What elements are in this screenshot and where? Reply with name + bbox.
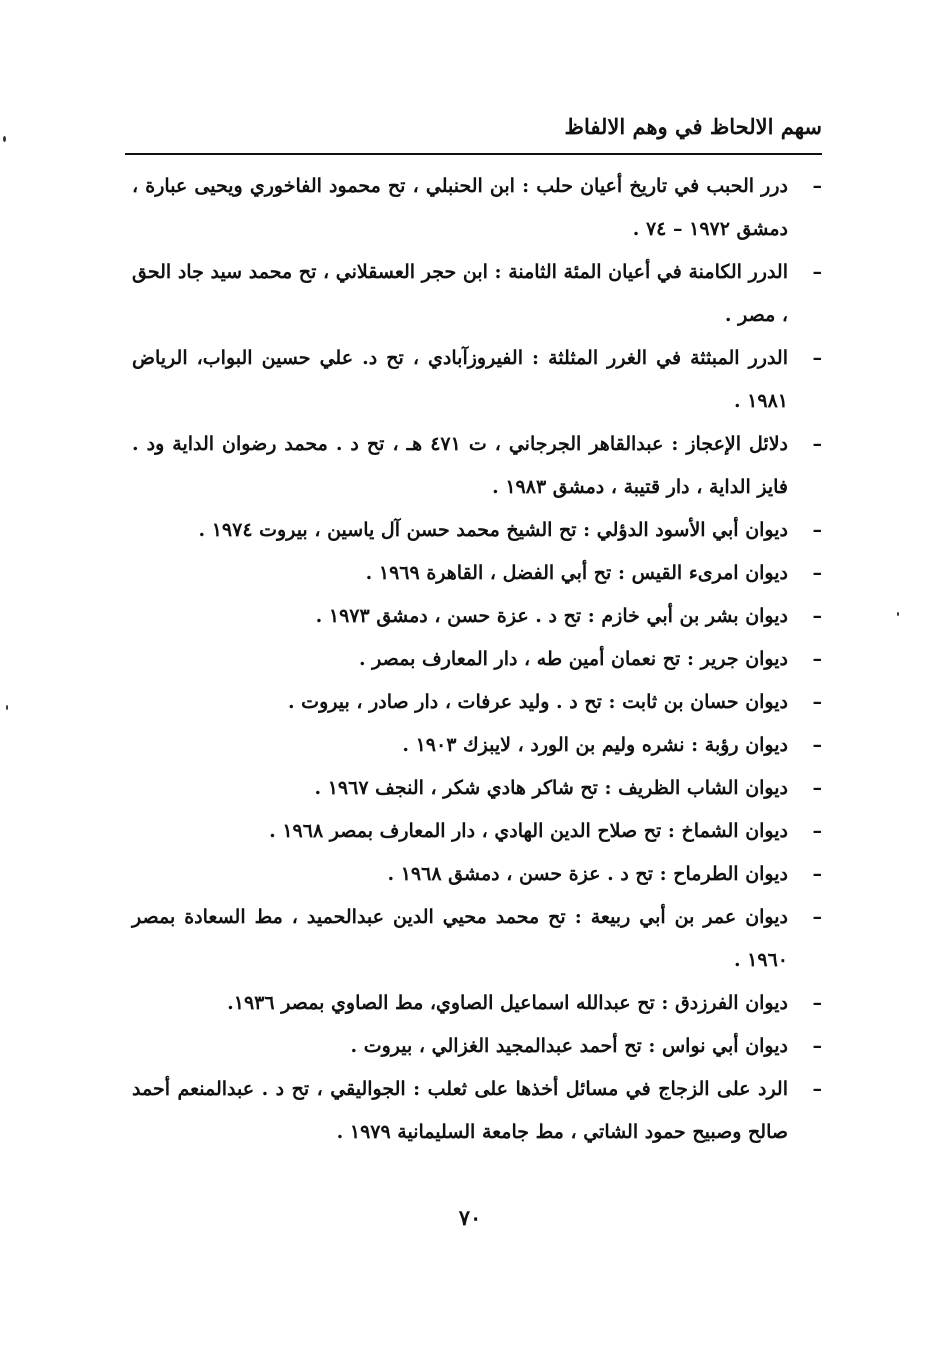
bibliography-entry	[132, 767, 822, 810]
bibliography-entry	[132, 595, 822, 638]
header-rule	[125, 153, 822, 155]
entry-dash: –	[812, 992, 822, 1014]
entry-dash: –	[812, 777, 822, 799]
bibliography-entry	[132, 982, 822, 1025]
scan-speck	[3, 136, 6, 142]
scan-speck	[6, 705, 8, 710]
entry-text: ديوان جرير : تح نعمان أمين طه ، دار المعارف بمصر .	[358, 648, 788, 670]
entry-text: ديوان أبي نواس : تح أحمد عبدالمجيد الغزالي ، بيروت .	[350, 1035, 788, 1057]
entry-dash: –	[812, 261, 822, 283]
entry-text: درر الحبب في تاريخ أعيان حلب : ابن الحنبلي ، تح محمود الفاخوري ويحيى عبارة ، دمشق ١٩٧٢ – ٧٤ .	[132, 175, 788, 240]
entry-text: ديوان الشاب الظريف : تح شاكر هادي شكر ، النجف ١٩٦٧ .	[314, 777, 788, 799]
entry-text: ديوان امرىء القيس : تح أبي الفضل ، القاهرة ١٩٦٩ .	[365, 562, 788, 584]
bibliography-entry	[132, 1068, 822, 1154]
scan-speck	[897, 612, 899, 616]
entry-dash: –	[812, 734, 822, 756]
bibliography-entry	[132, 896, 822, 982]
running-header-title: سهم الالحاظ في وهم الالفاظ	[564, 114, 822, 139]
entry-dash: –	[812, 863, 822, 885]
entry-text: ديوان بشر بن أبي خازم : تح د . عزة حسن ، دمشق ١٩٧٣ .	[315, 605, 788, 627]
bibliography-entry	[132, 423, 822, 509]
bibliography-entry	[132, 810, 822, 853]
entry-text: ديوان أبي الأسود الدؤلي : تح الشيخ محمد حسن آل ياسين ، بيروت ١٩٧٤ .	[198, 519, 788, 541]
entry-dash: –	[812, 1078, 822, 1100]
bibliography-entry	[132, 1025, 822, 1068]
entry-dash: –	[812, 820, 822, 842]
page-number: ٧٠	[458, 1205, 482, 1230]
entry-dash: –	[812, 175, 822, 197]
bibliography-entry	[132, 853, 822, 896]
entry-text: ديوان عمر بن أبي ربيعة : تح محمد محيي الدين عبدالحميد ، مط السعادة بمصر ١٩٦٠ .	[132, 906, 788, 971]
bibliography-entry	[132, 509, 822, 552]
entry-text: ديوان حسان بن ثابت : تح د . وليد عرفات ، دار صادر ، بيروت .	[287, 691, 788, 713]
entry-text: ديوان الفرزدق : تح عبدالله اسماعيل الصاوي، مط الصاوي بمصر ١٩٣٦.	[227, 992, 788, 1014]
entry-text: الدرر الكامنة في أعيان المئة الثامنة : ابن حجر العسقلاني ، تح محمد سيد جاد الحق ، مصر .	[132, 261, 788, 326]
entry-dash: –	[812, 433, 822, 455]
entry-dash: –	[812, 1035, 822, 1057]
entry-dash: –	[812, 648, 822, 670]
bibliography-entry	[132, 251, 822, 337]
entry-dash: –	[812, 906, 822, 928]
entry-text: ديوان رؤبة : نشره وليم بن الورد ، لايبزك ١٩٠٣ .	[402, 734, 788, 756]
entry-text: دلائل الإعجاز : عبدالقاهر الجرجاني ، ت ٤٧١ هـ ، تح د . محمد رضوان الداية ود . فايز الداية ، دار قتيبة ، دمشق ١٩٨٣ .	[132, 433, 789, 498]
entry-dash: –	[812, 605, 822, 627]
entry-dash: –	[812, 519, 822, 541]
entry-dash: –	[812, 691, 822, 713]
bibliography-entry	[132, 681, 822, 724]
entry-text: ديوان الطرماح : تح د . عزة حسن ، دمشق ١٩٦٨ .	[387, 863, 788, 885]
bibliography-entry	[132, 337, 822, 423]
entry-dash: –	[812, 562, 822, 584]
bibliography-entry	[132, 165, 822, 251]
bibliography-entry	[132, 638, 822, 681]
bibliography-entry	[132, 724, 822, 767]
entry-dash: –	[812, 347, 822, 369]
entry-text: الدرر المبثثة في الغرر المثلثة : الفيروزآبادي ، تح د. علي حسين البواب، الرياض ١٩٨١ .	[132, 347, 788, 412]
entry-text: ديوان الشماخ : تح صلاح الدين الهادي ، دار المعارف بمصر ١٩٦٨ .	[269, 820, 788, 842]
entry-text: الرد على الزجاج في مسائل أخذها على ثعلب : الجواليقي ، تح د . عبدالمنعم أحمد صالح وصبيح حمود الشاتي ، مط جامعة السليمانية ١٩٧٩ .	[132, 1078, 788, 1143]
bibliography-entry	[132, 552, 822, 595]
bibliography-list	[132, 165, 822, 1154]
